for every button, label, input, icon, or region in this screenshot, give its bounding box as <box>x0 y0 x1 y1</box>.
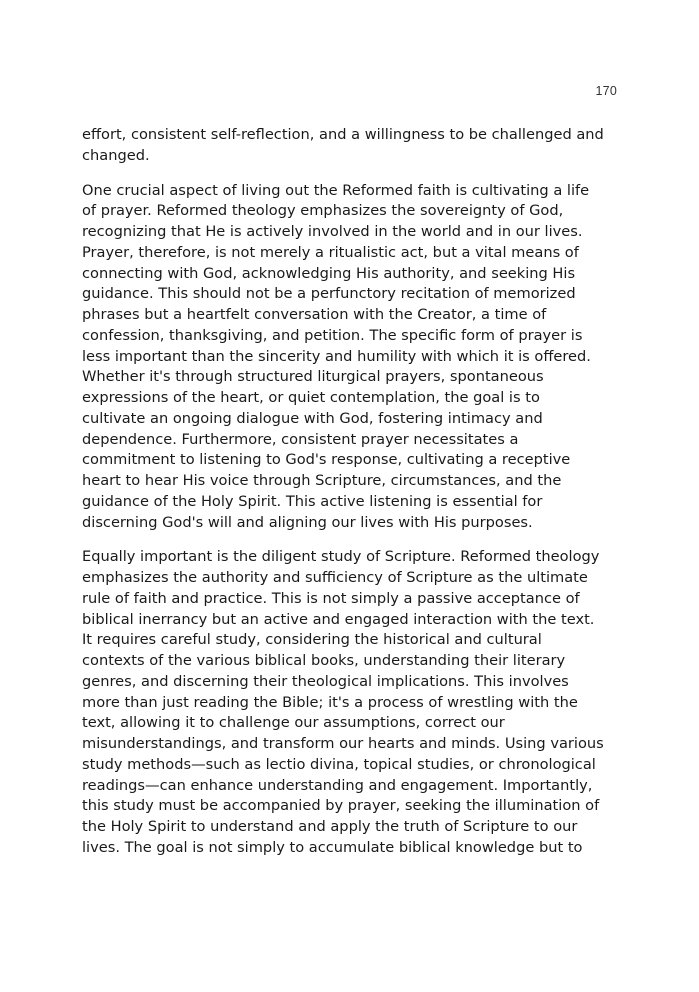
page-number: 170 <box>595 84 617 98</box>
text-line: this study must be accompanied by prayer, seeking the illumination of <box>82 797 600 815</box>
text-line: more than just reading the Bible; it's a process of wrestling with the <box>82 693 578 711</box>
text-line: text, allowing it to challenge our assumptions, correct our <box>82 714 505 732</box>
text-line: rule of faith and practice. This is not simply a passive acceptance of <box>82 589 580 607</box>
paragraph <box>82 547 622 858</box>
text-line: less important than the sincerity and humility with which it is offered. <box>82 347 591 365</box>
text-line: emphasizes the authority and sufficiency of Scripture as the ultimate <box>82 569 588 586</box>
text-line: of prayer. Reformed theology emphasizes the sovereignty of God, <box>82 202 564 220</box>
text-line: heart to hear His voice through Scripture, circumstances, and the <box>82 472 562 489</box>
text-line: connecting with God, acknowledging His authority, and seeking His <box>82 264 576 282</box>
text-line: Prayer, therefore, is not merely a ritualistic act, but a vital means of <box>82 243 579 261</box>
paragraph <box>82 181 622 534</box>
text-line: study methods—such as lectio divina, topical studies, or chronological <box>82 755 596 773</box>
text-line: It requires careful study, considering the historical and cultural <box>82 631 542 649</box>
text-line: effort, consistent self-reflection, and a willingness to be challenged and <box>82 126 604 143</box>
text-line: One crucial aspect of living out the Reformed faith is cultivating a life <box>82 181 590 199</box>
text-line: confession, thanksgiving, and petition. The specific form of prayer is <box>82 326 583 344</box>
text-line: biblical inerrancy but an active and engaged interaction with the text. <box>82 610 595 628</box>
text-line: the Holy Spirit to understand and apply the truth of Scripture to our <box>82 818 578 835</box>
text-line: guidance. This should not be a perfunctory recitation of memorized <box>82 285 576 303</box>
text-line: Equally important is the diligent study of Scripture. Reformed theology <box>82 548 600 566</box>
text-line: misunderstandings, and transform our hearts and minds. Using various <box>82 735 604 752</box>
text-line: lives. The goal is not simply to accumulate biblical knowledge but to <box>82 838 583 856</box>
text-line: contexts of the various biblical books, understanding their literary <box>82 652 566 669</box>
text-line: commitment to listening to God's response, cultivating a receptive <box>82 451 571 469</box>
text-line: expressions of the heart, or quiet contemplation, the goal is to <box>82 389 540 406</box>
text-line: genres, and discerning their theological implications. This involves <box>82 672 569 690</box>
text-line: changed. <box>82 146 150 164</box>
text-line: recognizing that He is actively involved in the world and in our lives. <box>82 223 583 240</box>
text-line: dependence. Furthermore, consistent prayer necessitates a <box>82 430 519 448</box>
text-line: phrases but a heartfelt conversation with the Creator, a time of <box>82 306 547 323</box>
body-text <box>82 125 622 873</box>
text-line: cultivate an ongoing dialogue with God, fostering intimacy and <box>82 409 543 427</box>
paragraph <box>82 125 622 167</box>
text-line: Whether it's through structured liturgical prayers, spontaneous <box>82 368 544 386</box>
text-line: discerning God's will and aligning our lives with His purposes. <box>82 513 533 531</box>
text-line: guidance of the Holy Spirit. This active listening is essential for <box>82 492 543 510</box>
text-line: readings—can enhance understanding and engagement. Importantly, <box>82 776 593 794</box>
